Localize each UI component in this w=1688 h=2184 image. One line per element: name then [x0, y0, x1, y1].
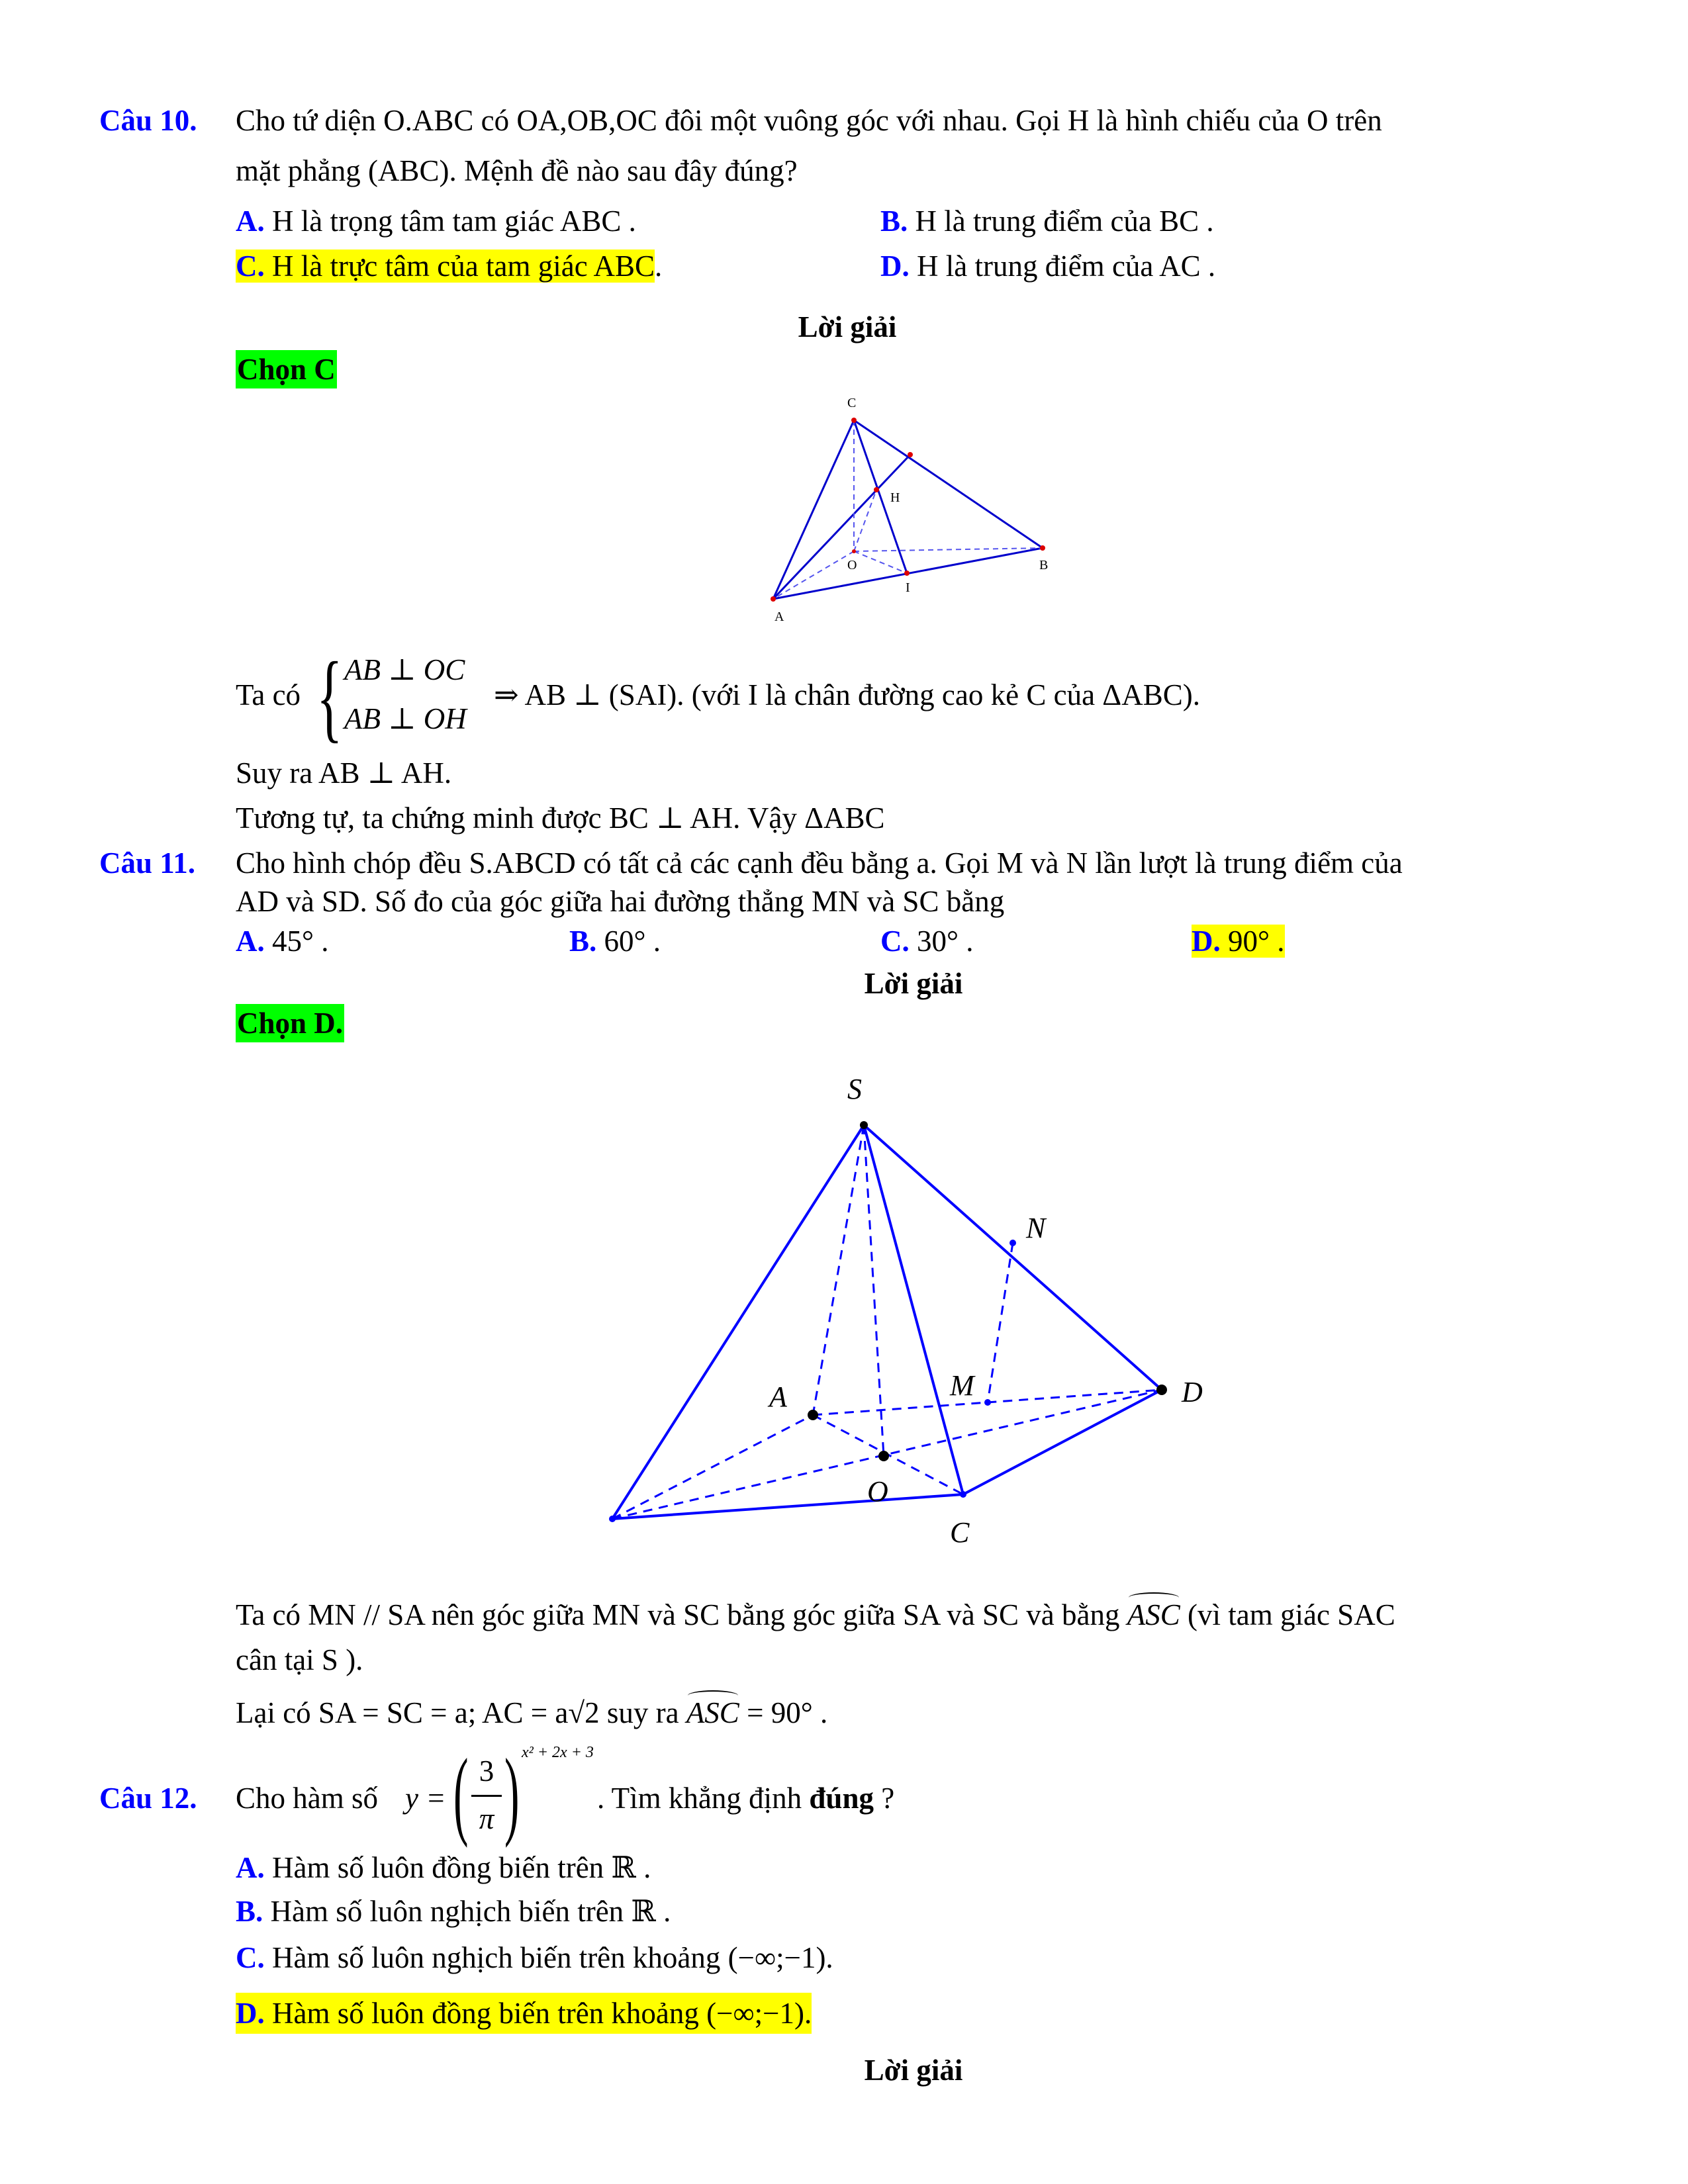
solution-heading: Lời giải — [864, 967, 963, 1000]
fraction-denominator: π — [479, 1802, 494, 1835]
label-o: O — [847, 558, 857, 572]
option-text: Hàm số luôn nghịch biến trên ℝ . — [270, 1895, 671, 1928]
option-b[interactable] — [569, 927, 661, 956]
angle-notation: ASC — [686, 1698, 739, 1728]
point-o — [852, 549, 856, 553]
option-d[interactable] — [880, 251, 1215, 281]
option-text: H là trung điểm của AC . — [917, 250, 1216, 283]
proof-line: Suy ra AB ⊥ AH. — [236, 756, 452, 790]
edge-sd — [864, 1125, 1162, 1390]
tetrahedron-figure — [761, 390, 1066, 635]
answer-choice-label: Chọn C — [236, 350, 337, 388]
point-s — [860, 1121, 868, 1129]
point-i — [904, 570, 910, 576]
question-stem-line: mặt phẳng (ABC). Mệnh đề nào sau đây đúng? — [236, 154, 798, 187]
solution-heading: Lời giải — [798, 310, 897, 343]
proof-lead: Ta có — [236, 678, 301, 711]
segment-oi — [854, 551, 907, 573]
edge-ob — [854, 548, 1043, 551]
option-b[interactable] — [880, 206, 1214, 236]
label-b: B — [1039, 558, 1049, 572]
system-line: AB ⊥ OC — [344, 653, 465, 686]
option-a[interactable] — [236, 927, 329, 956]
option-letter: A. — [236, 925, 265, 958]
label-s: S — [847, 1073, 862, 1105]
option-letter: C. — [236, 1941, 265, 1974]
option-letter: D. — [1192, 925, 1221, 958]
question-stem-suffix: . Tìm khẳng định đúng ? — [597, 1782, 895, 1815]
proof-line: Tương tự, ta chứng minh được BC ⊥ AH. Vậy ΔABC — [236, 801, 885, 835]
option-text: H là trực tâm của tam giác ABC — [272, 250, 655, 283]
question-number: Câu 10. — [99, 104, 197, 137]
function-y: y = — [405, 1782, 446, 1815]
option-text: 60° . — [604, 925, 661, 958]
point-a — [808, 1410, 818, 1420]
proof-text: Lại có SA = SC = a; AC = a√2 suy ra — [236, 1696, 679, 1729]
fraction-bar — [471, 1795, 502, 1797]
point-n — [1009, 1240, 1016, 1246]
exponent: x² + 2x + 3 — [522, 1744, 594, 1761]
question-stem-line: Cho tứ diện O.ABC có OA,OB,OC đôi một vuông góc với nhau. Gọi H là hình chiếu của O trên — [236, 104, 1382, 137]
answer-choice — [236, 355, 337, 385]
edge-cd — [963, 1390, 1162, 1494]
label-n: N — [1026, 1212, 1046, 1244]
option-letter: B. — [569, 925, 597, 958]
point-d — [1156, 1385, 1167, 1395]
segment-mn — [988, 1243, 1013, 1402]
option-text: Hàm số luôn đồng biến trên ℝ . — [272, 1851, 651, 1884]
question-stem-line: Cho hình chóp đều S.ABCD có tất cả các cạnh đều bằng a. Gọi M và N lần lượt là trung điểm của — [236, 846, 1403, 880]
proof-implication: ⇒ AB ⊥ (SAI). (với I là chân đường cao kẻ C của ΔABC). — [494, 678, 1200, 711]
point-c — [851, 418, 857, 423]
label-m: M — [950, 1369, 974, 1402]
pyramid-figure — [596, 1072, 1218, 1562]
point-foot — [908, 452, 913, 457]
paren-right: ) — [504, 1739, 520, 1848]
system-brace: { — [316, 642, 343, 752]
option-b[interactable] — [236, 1897, 671, 1927]
label-c: C — [950, 1516, 970, 1549]
option-text: Hàm số luôn nghịch biến trên khoảng (−∞;−1). — [272, 1941, 833, 1974]
question-number: Câu 12. — [99, 1782, 197, 1815]
system-line: AB ⊥ OH — [344, 702, 467, 735]
edge-sb — [612, 1125, 864, 1519]
height-so — [864, 1125, 884, 1456]
option-a[interactable] — [236, 1853, 651, 1883]
point-o — [878, 1451, 889, 1461]
question-stem-line: AD và SD. Số đo của góc giữa hai đường thẳng MN và SC bằng — [236, 885, 1005, 918]
option-letter: B. — [236, 1895, 263, 1928]
option-d-correct[interactable] — [236, 1999, 812, 2028]
question-stem-prefix: Cho hàm số — [236, 1782, 379, 1815]
fraction-numerator: 3 — [479, 1754, 494, 1788]
option-c[interactable] — [236, 1943, 833, 1973]
option-text: 45° . — [272, 925, 329, 958]
option-letter: C. — [880, 925, 910, 958]
option-text: Hàm số luôn đồng biến trên khoảng (−∞;−1). — [272, 1997, 812, 2030]
option-a[interactable] — [236, 206, 636, 236]
question-number: Câu 11. — [99, 846, 196, 880]
option-letter: B. — [880, 205, 908, 238]
point-h — [874, 487, 879, 492]
proof-text: = 90° . — [747, 1696, 828, 1729]
option-letter: A. — [236, 1851, 265, 1884]
paren-left: ( — [453, 1739, 469, 1848]
label-a: A — [769, 1381, 787, 1413]
edge-ba — [612, 1415, 813, 1519]
label-h: H — [890, 490, 900, 505]
option-c-correct[interactable] — [236, 251, 662, 281]
option-d-correct[interactable] — [1192, 927, 1285, 956]
edge-sc — [864, 1125, 963, 1494]
option-letter: C. — [236, 250, 265, 283]
label-o: O — [867, 1475, 888, 1508]
option-letter: D. — [236, 1997, 265, 2030]
angle-notation: ASC — [1127, 1600, 1180, 1630]
option-letter: D. — [880, 250, 910, 283]
point-a — [771, 596, 776, 602]
point-c — [960, 1491, 966, 1498]
edge-sa — [813, 1125, 864, 1415]
proof-line — [236, 1698, 827, 1728]
point-b — [609, 1516, 616, 1522]
answer-choice-label: Chọn D. — [236, 1004, 344, 1042]
label-a: A — [774, 610, 784, 624]
label-i: I — [906, 580, 910, 595]
option-text: 90° . — [1228, 925, 1285, 958]
option-tail: . — [654, 250, 663, 283]
proof-text: Ta có MN // SA nên góc giữa MN và SC bằng góc giữa SA và SC và bằng — [236, 1598, 1120, 1631]
point-b — [1040, 545, 1045, 551]
solution-heading: Lời giải — [864, 2054, 963, 2087]
label-c: C — [847, 396, 857, 410]
option-text: 30° . — [917, 925, 974, 958]
segment-oh — [854, 490, 876, 551]
answer-choice — [236, 1009, 344, 1038]
proof-text: (vì tam giác SAC — [1188, 1598, 1395, 1631]
proof-line — [236, 1600, 1395, 1630]
option-c[interactable] — [880, 927, 974, 956]
option-letter: A. — [236, 205, 265, 238]
point-m — [984, 1399, 991, 1406]
option-text: H là trung điểm của BC . — [915, 205, 1214, 238]
label-d: D — [1182, 1376, 1203, 1408]
option-text: H là trọng tâm tam giác ABC . — [272, 205, 636, 238]
edge-ca — [773, 420, 854, 599]
proof-line: cân tại S ). — [236, 1643, 363, 1676]
